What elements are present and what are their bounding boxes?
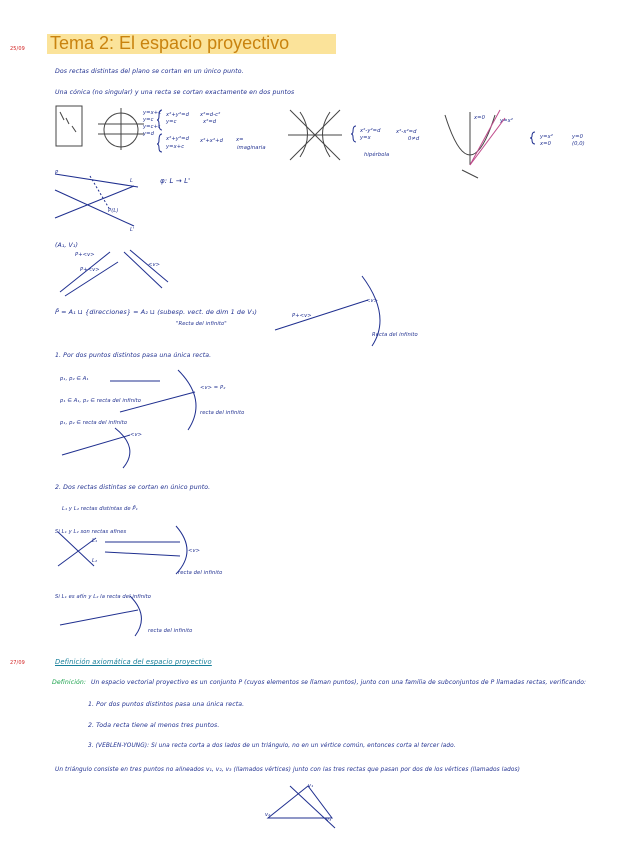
section2-case: Si L₁ y L₂ son rectas afines: [55, 529, 127, 535]
line-label: L₁: [92, 538, 98, 544]
parab-eq: x=0: [540, 141, 552, 147]
sys2-eq: x²+y²=d: [166, 136, 189, 142]
line-label: <v>: [188, 548, 201, 554]
vertex-label: v₂: [265, 812, 271, 818]
line-label: P+<v>: [80, 267, 100, 273]
section1-case: p₁, p₂ ∈ recta del infinito: [60, 420, 128, 426]
section1-case: p₁, p₂ ∈ A₁: [60, 376, 89, 382]
section1-heading: 1. Por dos puntos distintos pasa una única recta.: [55, 352, 212, 359]
line-label: L₂: [92, 558, 98, 564]
axiom-2: 2. Toda recta tiene al menos tres puntos.: [88, 722, 220, 729]
sys2-note: imaginaria: [237, 145, 266, 151]
sketch-box: [56, 106, 82, 146]
intro-line-2: Una cónica (no singular) y una recta se cortan exactamente en dos puntos: [55, 89, 295, 96]
hyp-eq: x²-y²=d: [360, 128, 381, 134]
sys2-res: x=: [236, 137, 244, 143]
pair-label: (A₁, V₁): [55, 242, 78, 249]
eq-label: y=c: [143, 117, 154, 123]
definition-heading: Definición axiomática del espacio proyectivo: [55, 658, 212, 666]
section1-label: recta del infinito: [200, 410, 245, 416]
parab-res: (0,0): [572, 141, 585, 147]
point-label: P: [55, 170, 59, 176]
hyp-eq: y=x: [360, 135, 371, 141]
line-label: P+<v>: [75, 252, 95, 258]
parab-res: y=0: [572, 134, 584, 140]
infinity-label: recta del infinito: [148, 628, 193, 634]
eq-label: y=c+t: [143, 124, 161, 130]
line-label: L: [130, 178, 133, 184]
parab-label: y=x²: [500, 118, 513, 124]
section2-sub: L₁ y L₂ rectas distintas de P̄₁: [62, 506, 138, 512]
sys2-res: x²+x²+d: [200, 138, 223, 144]
parab-label: x=0: [474, 115, 486, 121]
line-label: P+<v>: [292, 313, 312, 319]
vertex-label: v₁: [308, 783, 314, 789]
image-label: P(L): [108, 208, 119, 214]
infinity-quote: "Recta del infinito": [176, 321, 227, 327]
eq-label: y=d: [143, 131, 155, 137]
definition-label: Definición:: [52, 679, 87, 686]
section1-label: <v> = P₂: [200, 385, 226, 391]
line-label: L': [130, 227, 135, 233]
hyp-note: hipérbola: [364, 152, 390, 158]
page-title: Tema 2: El espacio proyectivo: [50, 33, 290, 53]
axiom-3: 3. (VEBLEN-YOUNG): Si una recta corta a dos lados de un triángulo, no en un vértice común, entonces corta al tercer lado.: [88, 743, 456, 749]
parab-eq: y=x²: [540, 134, 553, 140]
triangle-sketch: [268, 786, 332, 818]
proj-definition: P̄ = A₁ ⊔ {direcciones} = A₂ ⊔ (subesp. vect. de dim 1 de V₁): [55, 308, 257, 316]
line-label: <v>: [366, 298, 379, 304]
hyp-res: x²-x²=d: [396, 129, 417, 135]
triangle-definition: Un triángulo consiste en tres puntos no alineados v₁, v₂, v₃ (llamados vértices) junto con las tres rectas que pasan por dos de los vértices (llamados lados): [55, 767, 520, 773]
line-label: <v>: [148, 262, 161, 268]
axiom-1: 1. Por dos puntos distintos pasa una única recta.: [88, 701, 245, 708]
intro-line-1: Dos rectas distintas del plano se cortan en un único punto.: [55, 68, 244, 75]
sys1-res: x²=d: [203, 119, 217, 125]
map-label: φ: L → L': [160, 177, 191, 185]
section2-heading: 2. Dos rectas distintas se cortan en único punto.: [55, 484, 211, 491]
date-label: 27/09: [10, 660, 25, 666]
infinity-label: recta del infinito: [178, 570, 223, 576]
definition-body: Un espacio vectorial proyectivo es un conjunto P (cuyos elementos se llaman puntos), junto con una familia de subconjuntos de P llamadas rectas, verificando:: [91, 679, 587, 686]
hyp-res: 0≠d: [408, 136, 420, 142]
eq-label: y=x+c: [143, 110, 162, 116]
section2-case: Si L₁ es afín y L₂ la recta del infinito: [55, 594, 152, 600]
sys2-eq: y=x+c: [166, 144, 185, 150]
sys1-res: x²=d-c²: [200, 112, 221, 118]
sys1-eq: y=c: [166, 119, 177, 125]
vertex-label: v₃: [326, 817, 332, 823]
section1-case: p₁ ∈ A₁, p₂ ∈ recta del infinito: [60, 398, 142, 404]
infinity-label: Recta del infinito: [372, 332, 418, 338]
date-label: 25/09: [10, 46, 25, 52]
sys1-eq: x²+y²=d: [166, 112, 189, 118]
section1-label: <v>: [130, 432, 143, 438]
